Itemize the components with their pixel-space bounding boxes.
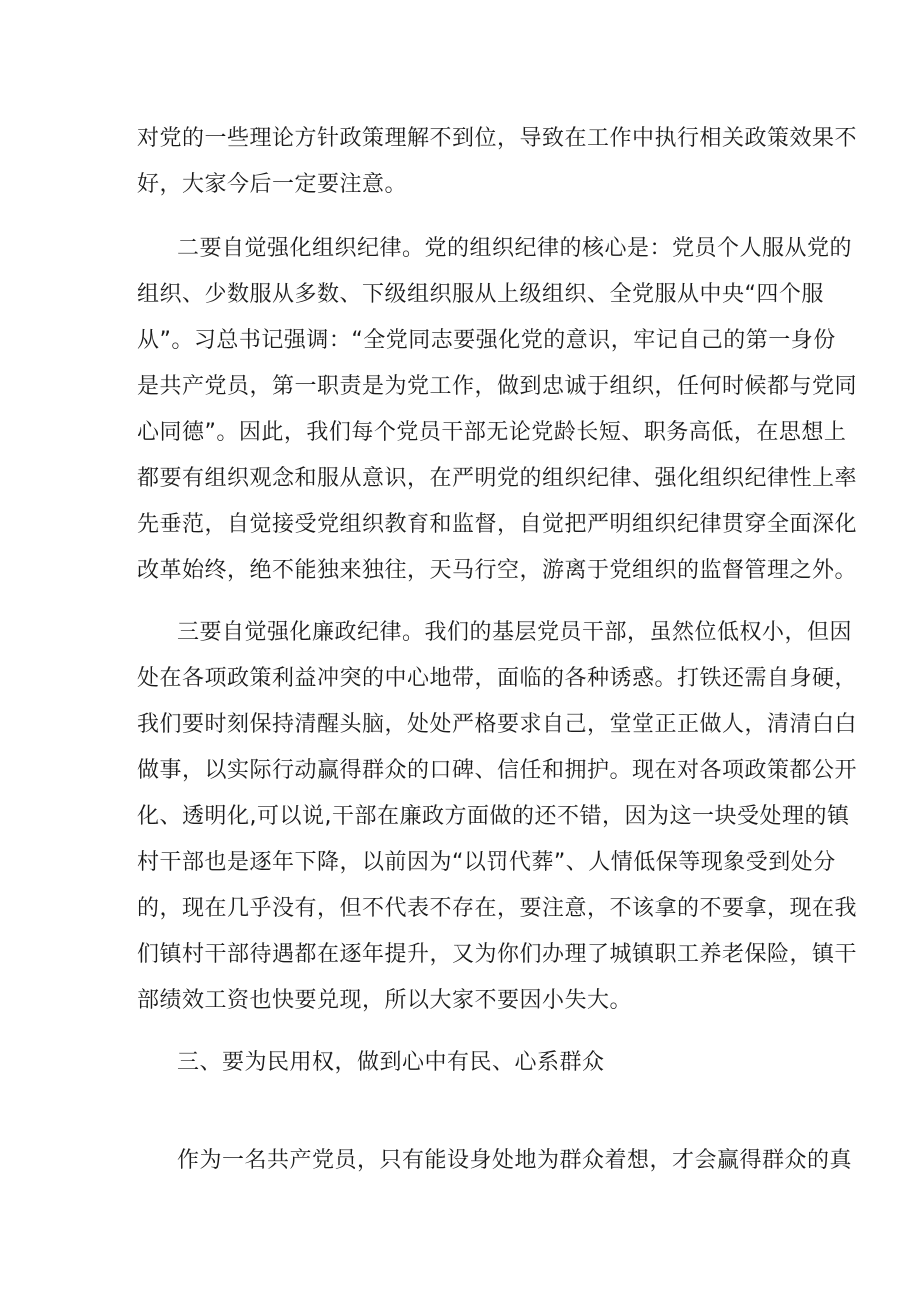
paragraph-line: 心同德”。因此，我们每个党员干部无论党龄长短、职务高低，在思想上 [137, 420, 847, 445]
paragraph-line: 二要自觉强化组织纪律。党的组织纪律的核心是：党员个人服从党的 [177, 236, 853, 261]
paragraph-serve-people [137, 1138, 853, 1184]
paragraph-line: 村干部也是逐年下降，以前因为“以罚代葬”、人情低保等现象受到处分 [137, 850, 836, 875]
paragraph-line: 是共产党员，第一职责是为党工作，做到忠诚于组织，任何时候都与党同 [137, 374, 858, 399]
paragraph-line: 好，大家今后一定要注意。 [137, 172, 408, 197]
paragraph-line: 先垂范，自觉接受党组织教育和监督，自觉把严明组织纪律贯穿全面深化 [137, 512, 858, 537]
heading-line: 三、要为民用权，做到心中有民、心系群众 [177, 1050, 605, 1075]
paragraph-line: 的，现在几乎没有，但不代表不存在，要注意，不该拿的不要拿，现在我 [137, 896, 858, 921]
paragraph-line: 对党的一些理论方针政策理解不到位，导致在工作中执行相关政策效果不 [137, 126, 858, 151]
paragraph-organization-discipline [137, 226, 858, 594]
paragraph-line: 部绩效工资也快要兑现，所以大家不要因小失大。 [137, 988, 633, 1013]
paragraph-line: 组织、少数服从多数、下级组织服从上级组织、全党服从中央“四个服 [137, 282, 824, 307]
paragraph-line: 化、透明化,可以说,干部在廉政方面做的还不错，因为这一块受处理的镇 [137, 804, 850, 829]
paragraph-line: 从”。习总书记强调：“全党同志要强化党的意识，牢记自己的第一身份 [137, 328, 836, 353]
paragraph-line: 处在各项政策利益冲突的中心地带，面临的各种诱惑。打铁还需自身硬， [137, 666, 858, 691]
paragraph-line: 做事，以实际行动赢得群众的口碑、信任和拥护。现在对各项政策都公开 [137, 758, 858, 783]
paragraph-line: 们镇村干部待遇都在逐年提升，又为你们办理了城镇职工养老保险，镇干 [137, 942, 858, 967]
paragraph-line: 作为一名共产党员，只有能设身处地为群众着想，才会赢得群众的真 [177, 1148, 853, 1173]
paragraph-line: 改革始终，绝不能独来独往，天马行空，游离于党组织的监督管理之外。 [137, 558, 858, 583]
paragraph-integrity-discipline [137, 610, 858, 1024]
section-heading [137, 1040, 785, 1086]
paragraph-continuation [137, 116, 858, 208]
paragraph-line: 三要自觉强化廉政纪律。我们的基层党员干部，虽然位低权小，但因 [177, 620, 853, 645]
paragraph-line: 我们要时刻保持清醒头脑，处处严格要求自己，堂堂正正做人，清清白白 [137, 712, 858, 737]
paragraph-line: 都要有组织观念和服从意识，在严明党的组织纪律、强化组织纪律性上率 [137, 466, 858, 491]
